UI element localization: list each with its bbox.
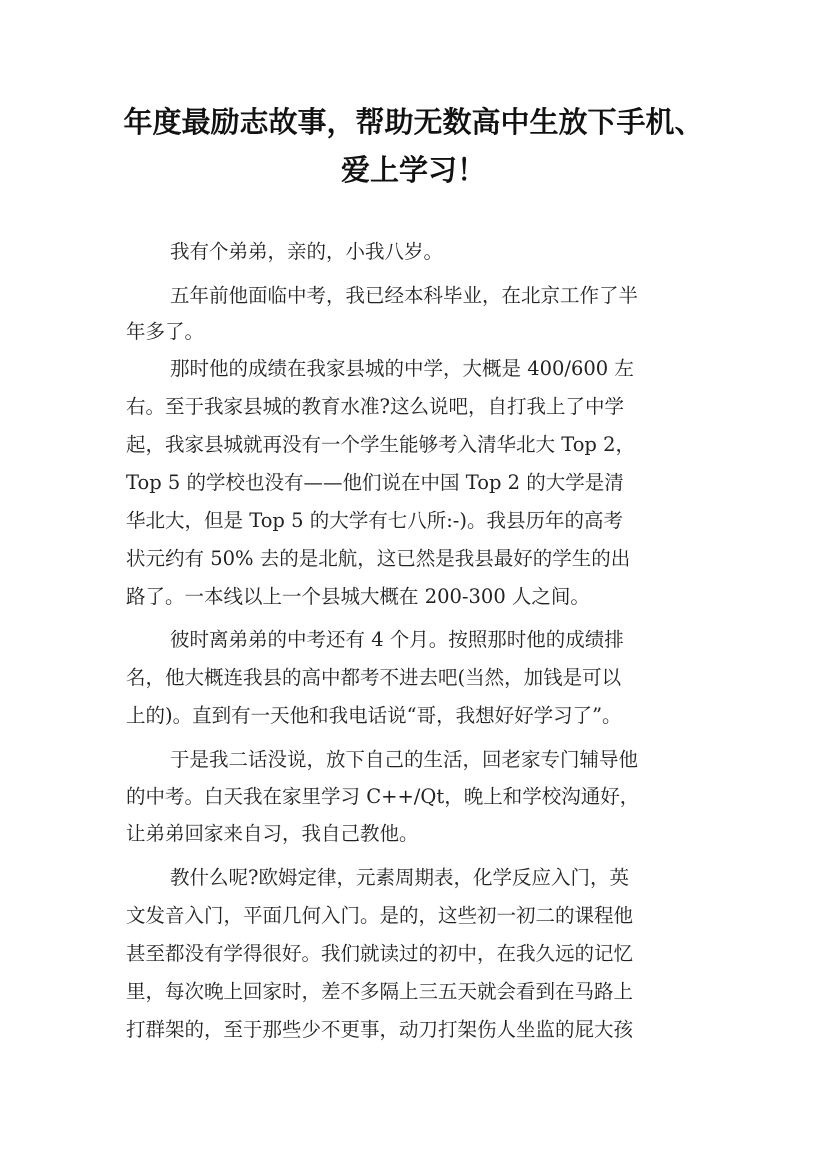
body-line-13: 上的)。直到有一天他和我电话说“哥，我想好好学习了”。	[126, 704, 622, 727]
body-line-16: 让弟弟回家来自习，我自己教他。	[126, 822, 419, 845]
body-line-2: 五年前他面临中考，我已经本科毕业，在北京工作了半	[170, 284, 639, 307]
body-line-21: 打群架的，至于那些少不更事，动刀打架伤人坐监的屁大孩	[126, 1018, 634, 1041]
body-line-8: 华北大，但是 Top 5 的大学有七八所:-)。我县历年的高考	[126, 509, 623, 532]
body-line-14: 于是我二话没说，放下自己的生活，回老家专门辅导他	[170, 748, 639, 771]
body-line-6: 起，我家县城就再没有一个学生能够考入清华北大 Top 2，	[126, 433, 636, 456]
title-line-2: 爱上学习！	[340, 153, 486, 187]
body-line-3: 年多了。	[126, 320, 205, 343]
body-line-4: 那时他的成绩在我家县城的中学，大概是 400/600 左	[170, 357, 634, 380]
body-line-1: 我有个弟弟，亲的，小我八岁。	[170, 240, 444, 263]
title-line-1: 年度最励志故事，帮助无数高中生放下手机、	[123, 105, 704, 139]
body-line-15: 的中考。白天我在家里学习 C++/Qt，晚上和学校沟通好，	[126, 785, 640, 808]
body-line-9: 状元约有 50% 去的是北航，这已然是我县最好的学生的出	[126, 547, 631, 570]
body-line-11: 彼时离弟弟的中考还有 4 个月。按照那时他的成绩排	[170, 628, 624, 651]
body-line-5: 右。至于我家县城的教育水准?这么说吧，自打我上了中学	[126, 395, 624, 418]
article-title	[0, 98, 827, 194]
body-line-10: 路了。一本线以上一个县城大概在 200-300 人之间。	[126, 585, 590, 608]
body-line-17: 教什么呢?欧姆定律，元素周期表，化学反应入门，英	[170, 866, 629, 889]
body-line-12: 名，他大概连我县的高中都考不进去吧(当然，加钱是可以	[126, 666, 622, 689]
body-line-20: 里，每次晚上回家时，差不多隔上三五天就会看到在马路上	[126, 980, 634, 1003]
body-line-18: 文发音入门，平面几何入门。是的，这些初一初二的课程他	[126, 904, 634, 927]
body-line-7: Top 5 的学校也没有——他们说在中国 Top 2 的大学是清	[126, 471, 624, 494]
body-line-19: 甚至都没有学得很好。我们就读过的初中，在我久远的记忆	[126, 942, 634, 965]
